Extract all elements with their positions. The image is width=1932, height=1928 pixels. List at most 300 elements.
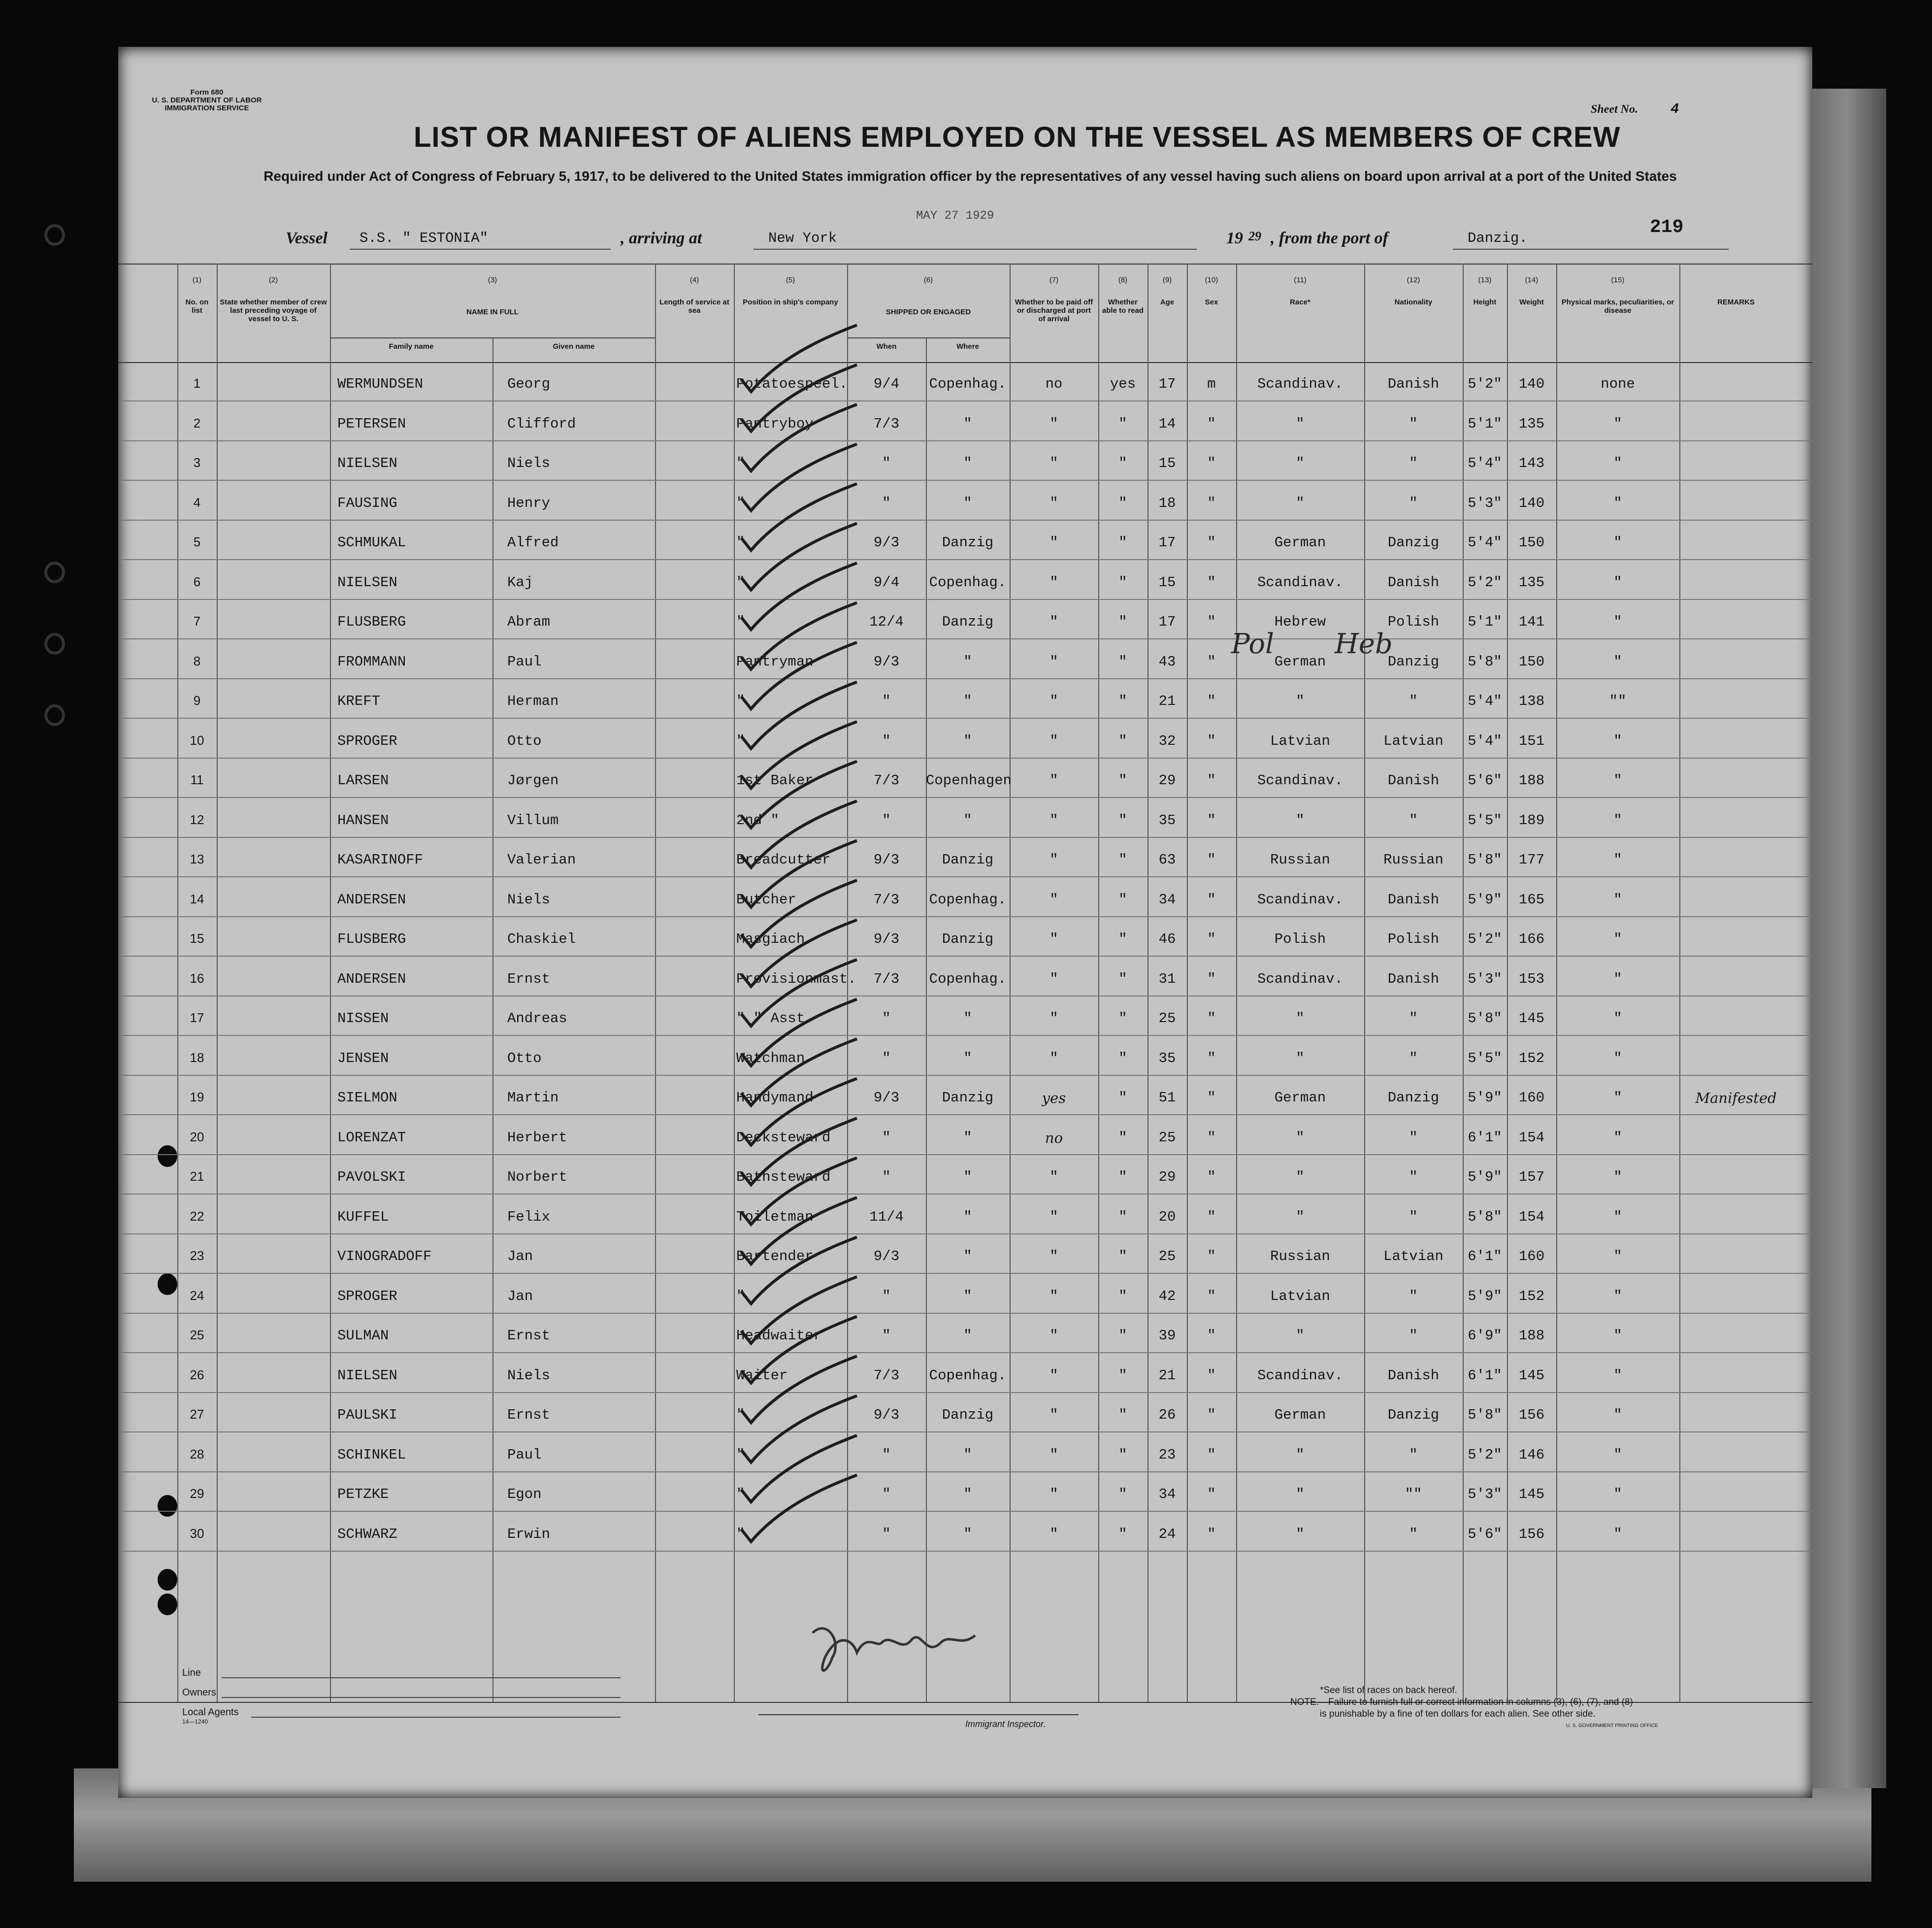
cell-family: JENSEN <box>337 1050 389 1066</box>
cell-weight: 177 <box>1518 852 1545 868</box>
cell-where: Danzig <box>942 852 994 868</box>
binder-hole-icon <box>44 562 65 583</box>
cell-age: 63 <box>1158 852 1176 868</box>
cell-where: Copenhagen <box>926 772 1012 789</box>
cell-family: SPROGER <box>337 732 397 749</box>
cell-no: 5 <box>193 534 201 549</box>
cell-position: Waiter <box>736 1367 788 1384</box>
column-number: (8) <box>1118 276 1128 284</box>
cell-given: Jan <box>507 1248 533 1264</box>
cell-weight: 189 <box>1518 812 1545 829</box>
cell-race: " <box>1296 495 1305 511</box>
cell-when: 9/3 <box>873 1407 900 1423</box>
cell-age: 25 <box>1158 1129 1176 1146</box>
cell-read: " <box>1118 1248 1127 1264</box>
check-mark-icon <box>741 1356 857 1423</box>
from-port-label: , from the port of <box>1271 229 1388 247</box>
cell-given: Valerian <box>507 852 576 868</box>
service-name: IMMIGRATION SERVICE <box>164 104 249 112</box>
cell-position: Bartender <box>736 1248 814 1264</box>
cell-position: Masgiach <box>736 931 805 947</box>
cell-race: Scandinav. <box>1257 970 1343 987</box>
check-marks <box>118 47 1812 1798</box>
check-mark-icon <box>741 1237 857 1304</box>
cell-nat: Russian <box>1383 852 1443 868</box>
departure-port: Danzig. <box>1468 230 1528 246</box>
cell-read: " <box>1118 1050 1127 1066</box>
cell-marks: " <box>1613 772 1622 789</box>
form-number: Form 680 <box>190 88 224 97</box>
cell-race: Scandinav. <box>1257 891 1343 908</box>
cell-read: " <box>1118 1169 1127 1185</box>
department-name: U. S. DEPARTMENT OF LABOR <box>152 96 262 104</box>
cell-marks: " <box>1613 1090 1622 1106</box>
cell-height: 5'5" <box>1468 1050 1502 1066</box>
cell-marks: " <box>1613 1010 1622 1027</box>
cell-no: 24 <box>190 1288 204 1303</box>
column-number: (3) <box>488 276 497 284</box>
cell-height: 6'1" <box>1468 1367 1502 1384</box>
cell-no: 26 <box>190 1367 204 1382</box>
cell-sex: " <box>1207 732 1216 749</box>
cell-nat: Danzig <box>1387 1407 1440 1423</box>
cell-race: " <box>1296 1129 1305 1146</box>
check-mark-icon <box>741 1079 857 1145</box>
cell-marks: " <box>1613 1407 1622 1423</box>
cell-given: Clifford <box>507 415 576 432</box>
race-correction: Pol <box>1231 628 1275 660</box>
cell-given: Otto <box>507 1050 542 1066</box>
cell-when: " <box>882 495 891 511</box>
column-number: (4) <box>689 276 699 284</box>
cell-position: " <box>736 574 745 591</box>
check-mark-icon <box>741 642 857 709</box>
cell-race: Scandinav. <box>1257 772 1343 789</box>
cell-family: SIELMON <box>337 1090 397 1106</box>
cell-marks: " <box>1613 1050 1622 1066</box>
cell-marks: " <box>1613 534 1622 551</box>
cell-age: 20 <box>1158 1208 1176 1225</box>
cell-no: 8 <box>193 653 201 668</box>
check-mark-icon <box>741 404 857 471</box>
local-agents-label: Local Agents <box>182 1707 239 1718</box>
cell-marks: " <box>1613 1248 1622 1264</box>
cell-age: 15 <box>1158 574 1176 591</box>
cell-weight: 154 <box>1518 1208 1545 1225</box>
cell-marks: " <box>1613 1367 1622 1384</box>
cell-sex: " <box>1207 574 1216 591</box>
cell-no: 14 <box>190 891 204 906</box>
cell-nat: Danish <box>1387 574 1440 591</box>
cell-weight: 157 <box>1518 1169 1545 1185</box>
cell-height: 5'6" <box>1468 772 1502 789</box>
cell-age: 29 <box>1158 1169 1176 1185</box>
cell-nat: Danish <box>1387 1367 1440 1384</box>
cell-height: 5'9" <box>1468 1090 1502 1106</box>
cell-paid: " <box>1049 534 1058 551</box>
cell-given: Niels <box>507 891 551 908</box>
column-header: Race* <box>1290 298 1310 306</box>
cell-position: 2nd " <box>736 812 780 829</box>
check-mark-icon <box>741 920 857 987</box>
cell-where: " <box>963 1328 972 1344</box>
cell-height: 5'5" <box>1468 812 1502 829</box>
sheet-label: Sheet No. <box>1591 103 1638 116</box>
cell-when: " <box>882 1050 891 1066</box>
cell-weight: 160 <box>1518 1090 1545 1106</box>
column-header: Age <box>1160 298 1175 306</box>
cell-paid: " <box>1049 1169 1058 1185</box>
cell-given: Otto <box>507 732 542 749</box>
cell-given: Kaj <box>507 574 533 591</box>
cell-no: 3 <box>193 455 201 470</box>
check-mark-icon <box>741 1118 857 1185</box>
cell-weight: 151 <box>1518 732 1545 749</box>
cell-given: Andreas <box>507 1010 567 1027</box>
cell-read: " <box>1118 1367 1127 1384</box>
cell-nat: " <box>1409 1050 1418 1066</box>
cell-no: 4 <box>193 495 201 510</box>
cell-read: " <box>1118 1407 1127 1423</box>
underlying-pages-edge <box>1807 89 1886 1788</box>
cell-sex: " <box>1207 931 1216 947</box>
cell-read: " <box>1118 812 1127 829</box>
cell-paid: " <box>1049 1050 1058 1066</box>
cell-sex: " <box>1207 891 1216 908</box>
cell-family: ANDERSEN <box>337 891 406 908</box>
cell-height: 5'2" <box>1468 931 1502 947</box>
check-mark-icon <box>741 722 857 788</box>
cell-age: 17 <box>1158 614 1176 630</box>
cell-family: ANDERSEN <box>337 970 406 987</box>
cell-nat: " <box>1409 693 1418 709</box>
cell-age: 46 <box>1158 931 1176 947</box>
cell-paid: " <box>1049 614 1058 630</box>
cell-age: 43 <box>1158 653 1176 670</box>
column-header: Sex <box>1205 298 1218 306</box>
cell-sex: " <box>1207 772 1216 789</box>
cell-read: " <box>1118 653 1127 670</box>
cell-sex: " <box>1207 495 1216 511</box>
check-mark-icon <box>741 1277 857 1343</box>
cell-given: Niels <box>507 1367 551 1384</box>
cell-weight: 154 <box>1518 1129 1545 1146</box>
cell-family: FLUSBERG <box>337 931 406 947</box>
form-title: LIST OR MANIFEST OF ALIENS EMPLOYED ON THE VESSEL AS MEMBERS OF CREW <box>414 121 1621 153</box>
cell-weight: 145 <box>1518 1367 1545 1384</box>
binder-hole-icon <box>44 704 65 726</box>
cell-nat: " <box>1409 1169 1418 1185</box>
cell-family: LARSEN <box>337 772 389 789</box>
cell-age: 14 <box>1158 415 1176 432</box>
cell-height: 6'1" <box>1468 1129 1502 1146</box>
cell-family: NIELSEN <box>337 455 397 471</box>
cell-where: Copenhag. <box>929 970 1007 987</box>
cell-height: 5'2" <box>1468 1446 1502 1463</box>
cell-given: Niels <box>507 455 551 471</box>
cell-age: 34 <box>1158 1486 1176 1502</box>
cell-given: Ernst <box>507 1407 551 1423</box>
cell-position: " <box>736 495 745 511</box>
cell-race: Latvian <box>1270 1288 1330 1304</box>
cell-weight: 188 <box>1518 1328 1545 1344</box>
cell-weight: 140 <box>1518 376 1545 392</box>
cell-height: 5'1" <box>1468 415 1502 432</box>
column-header: Position in ship's company <box>743 298 838 306</box>
column-number: (14) <box>1525 276 1539 284</box>
cell-read: " <box>1118 574 1127 591</box>
cell-given: Paul <box>507 1446 542 1463</box>
cell-nat: " <box>1409 1208 1418 1225</box>
cell-marks: " <box>1613 1129 1622 1146</box>
cell-race: " <box>1296 812 1305 829</box>
cell-where: " <box>963 455 972 471</box>
cell-no: 10 <box>190 732 204 748</box>
note-penalty: NOTE.—Failure to furnish full or correct information in columns (3), (6), (7), and (8) <box>1290 1697 1633 1707</box>
column-header: NAME IN FULL <box>466 308 519 316</box>
cell-height: 5'9" <box>1468 891 1502 908</box>
cell-position: " <box>736 1446 745 1463</box>
check-mark-icon <box>741 999 857 1066</box>
cell-age: 32 <box>1158 732 1176 749</box>
check-mark-icon <box>741 1197 857 1264</box>
cell-weight: 152 <box>1518 1050 1545 1066</box>
cell-where: Danzig <box>942 534 994 551</box>
cell-nat: " <box>1409 812 1418 829</box>
cell-read: " <box>1118 1288 1127 1304</box>
cell-position: Potatoespeel. <box>736 376 848 392</box>
binder-hole-icon <box>44 633 65 655</box>
cell-height: 5'4" <box>1468 732 1502 749</box>
check-mark-icon <box>741 1317 857 1383</box>
cell-race: Russian <box>1270 852 1330 868</box>
cell-nat: " <box>1409 455 1418 471</box>
cell-sex: " <box>1207 693 1216 709</box>
cell-family: NIELSEN <box>337 574 397 591</box>
cell-no: 7 <box>193 614 201 629</box>
cell-position: Headwaiter <box>736 1328 822 1344</box>
cell-sex: " <box>1207 1129 1216 1146</box>
cell-given: Norbert <box>507 1169 567 1185</box>
manifest-sheet <box>118 47 1812 1798</box>
cell-no: 29 <box>190 1486 204 1501</box>
cell-read: " <box>1118 534 1127 551</box>
cell-position: " <box>736 534 745 551</box>
cell-where: " <box>963 1486 972 1502</box>
cell-when: 9/3 <box>873 852 900 868</box>
cell-family: NIELSEN <box>337 1367 397 1384</box>
cell-when: " <box>882 1526 891 1542</box>
cell-position: " <box>736 1526 745 1542</box>
cell-given: Villum <box>507 812 559 829</box>
cell-no: 21 <box>190 1169 204 1184</box>
cell-given: Georg <box>507 376 551 392</box>
cell-height: 5'9" <box>1468 1169 1502 1185</box>
cell-when: " <box>882 732 891 749</box>
cell-weight: 145 <box>1518 1486 1545 1502</box>
cell-age: 24 <box>1158 1526 1176 1542</box>
cell-family: PETERSEN <box>337 415 406 432</box>
cell-position: " <box>736 693 745 709</box>
sheet-number: 4 <box>1670 101 1679 117</box>
cell-when: " <box>882 1288 891 1304</box>
cell-family: KREFT <box>337 693 381 709</box>
binder-hole-icon <box>44 224 65 246</box>
column-number: (6) <box>923 276 933 284</box>
cell-no: 27 <box>190 1407 204 1422</box>
cell-nat: Danish <box>1387 891 1440 908</box>
cell-family: VINOGRADOFF <box>337 1248 432 1264</box>
cell-age: 31 <box>1158 970 1176 987</box>
cell-family: SCHINKEL <box>337 1446 406 1463</box>
check-mark-icon <box>741 603 857 669</box>
cell-no: 6 <box>193 574 201 589</box>
cell-sex: " <box>1207 852 1216 868</box>
cell-no: 30 <box>190 1526 204 1541</box>
cell-race: Latvian <box>1270 732 1330 749</box>
cell-remarks: Manifested <box>1695 1090 1777 1106</box>
cell-height: 5'6" <box>1468 1526 1502 1542</box>
cell-race: " <box>1296 1526 1305 1542</box>
column-header: Length of service at sea <box>659 298 729 315</box>
cell-marks: " <box>1613 614 1622 630</box>
cell-weight: 188 <box>1518 772 1545 789</box>
arrival-date-stamp: MAY 27 1929 <box>916 209 994 223</box>
cell-where: " <box>963 1050 972 1066</box>
cell-position: " <box>736 455 745 471</box>
cell-when: 9/3 <box>873 653 900 670</box>
cell-when: 9/4 <box>873 574 900 591</box>
arrival-port: New York <box>768 230 837 246</box>
cell-age: 29 <box>1158 772 1176 789</box>
cell-where: " <box>963 812 972 829</box>
cell-weight: 138 <box>1518 693 1545 709</box>
column-header: Whether to be paid off or discharged at port of arrival <box>1015 298 1093 323</box>
cell-when: 12/4 <box>869 614 904 630</box>
cell-marks: " <box>1613 1328 1622 1344</box>
cell-paid: " <box>1049 1486 1058 1502</box>
cell-position: Provisionmast. <box>736 970 856 987</box>
cell-given: Chaskiel <box>507 931 576 947</box>
cell-when: 7/3 <box>873 772 900 789</box>
cell-position: " <box>736 732 745 749</box>
cell-position: Decksteward <box>736 1129 831 1146</box>
cell-when: " <box>882 1328 891 1344</box>
cell-height: 5'8" <box>1468 1208 1502 1225</box>
cell-nat: "" <box>1405 1486 1422 1502</box>
cell-marks: " <box>1613 852 1622 868</box>
cell-where: " <box>963 1129 972 1146</box>
cell-age: 51 <box>1158 1090 1176 1106</box>
cell-where: " <box>963 1010 972 1027</box>
cell-weight: 150 <box>1518 534 1545 551</box>
cell-family: LORENZAT <box>337 1129 406 1146</box>
cell-height: 5'8" <box>1468 852 1502 868</box>
check-mark-icon <box>741 682 857 749</box>
cell-race: " <box>1296 1169 1305 1185</box>
cell-marks: " <box>1613 415 1622 432</box>
cell-no: 28 <box>190 1446 204 1462</box>
cell-marks: " <box>1613 970 1622 987</box>
cell-nat: " <box>1409 415 1418 432</box>
cell-race: German <box>1274 1090 1326 1106</box>
cell-height: 5'8" <box>1468 1407 1502 1423</box>
footer-left <box>182 1667 724 1727</box>
cell-paid: " <box>1049 772 1058 789</box>
cell-paid: " <box>1049 891 1058 908</box>
cell-nat: Danzig <box>1387 1090 1440 1106</box>
cell-when: 7/3 <box>873 970 900 987</box>
cell-sex: " <box>1207 1010 1216 1027</box>
cell-nat: " <box>1409 495 1418 511</box>
cell-where: " <box>963 1248 972 1264</box>
cell-weight: 166 <box>1518 931 1545 947</box>
cell-sex: " <box>1207 1446 1216 1463</box>
column-number: (13) <box>1478 276 1492 284</box>
cell-nat: Latvian <box>1383 1248 1443 1264</box>
cell-weight: 145 <box>1518 1010 1545 1027</box>
footer-notes <box>1290 1685 1783 1732</box>
cell-sex: " <box>1207 614 1216 630</box>
cell-race: " <box>1296 415 1305 432</box>
cell-given: Abram <box>507 614 551 630</box>
cell-marks: " <box>1613 812 1622 829</box>
cell-race: German <box>1274 534 1326 551</box>
owners-label: Owners <box>182 1687 216 1698</box>
cell-marks: " <box>1613 495 1622 511</box>
cell-read: " <box>1118 1010 1127 1027</box>
cell-when: " <box>882 1129 891 1146</box>
cell-race: " <box>1296 1208 1305 1225</box>
cell-family: PETZKE <box>337 1486 389 1502</box>
cell-family: PAULSKI <box>337 1407 397 1423</box>
cell-height: 5'2" <box>1468 376 1502 392</box>
check-mark-icon <box>741 444 857 511</box>
cell-no: 11 <box>190 772 204 787</box>
cell-given: Paul <box>507 653 542 670</box>
cell-nat: Danish <box>1387 772 1440 789</box>
form-subtitle: Required under Act of Congress of February 5, 1917, to be delivered to the United States immigration officer by the representatives of any vessel having such aliens on board upon arrival at a port of the United States <box>263 168 1677 184</box>
cell-age: 35 <box>1158 812 1176 829</box>
cell-sex: " <box>1207 1288 1216 1304</box>
cell-nat: Danzig <box>1387 653 1440 670</box>
cell-sex: " <box>1207 653 1216 670</box>
cell-sex: m <box>1207 376 1216 392</box>
cell-position: 1st Baker <box>736 772 814 789</box>
cell-race: " <box>1296 1328 1305 1344</box>
cell-race: Scandinav. <box>1257 376 1343 392</box>
cell-nat: Polish <box>1387 614 1440 630</box>
column-header: Whether able to read <box>1102 298 1144 315</box>
cell-sex: " <box>1207 812 1216 829</box>
cell-weight: 152 <box>1518 1288 1545 1304</box>
cell-no: 12 <box>190 812 204 827</box>
cell-family: KASARINOFF <box>337 852 424 868</box>
cell-no: 25 <box>190 1328 204 1342</box>
check-mark-icon <box>741 1039 857 1105</box>
cell-height: 5'4" <box>1468 455 1502 471</box>
cell-read: " <box>1118 1090 1127 1106</box>
cell-position: Butcher <box>736 891 796 908</box>
cell-where: " <box>963 1169 972 1185</box>
check-mark-icon <box>741 1396 857 1463</box>
cell-age: 25 <box>1158 1010 1176 1027</box>
cell-race: " <box>1296 455 1305 471</box>
cell-read: " <box>1118 852 1127 868</box>
cell-sex: " <box>1207 970 1216 987</box>
cell-position: " <box>736 1407 745 1423</box>
cell-paid: no <box>1045 376 1063 392</box>
